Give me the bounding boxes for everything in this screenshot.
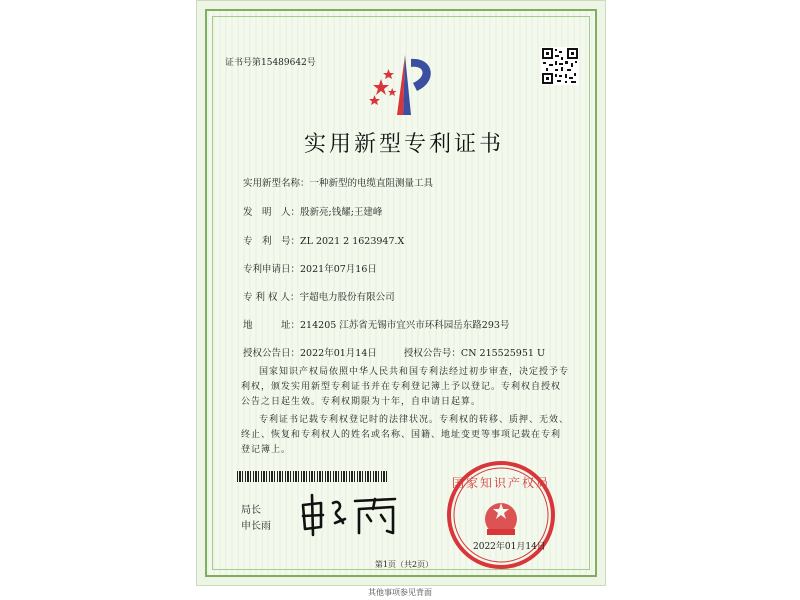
director-name: 申长雨 [241, 521, 271, 532]
qr-code [541, 47, 579, 85]
field-inventors [243, 204, 382, 218]
field-label: 专 利 号： [243, 236, 301, 247]
director-title: 局长 [241, 505, 261, 516]
seal-date: 2022年01月14日 [473, 542, 546, 552]
field-application-date [243, 261, 377, 275]
field-value: 宇超电力股份有限公司 [299, 292, 395, 303]
back-side-note: 其他事项参见背面 [368, 588, 432, 597]
field-grant-announcement [243, 345, 545, 359]
field-value: ZL 2021 2 1623947.X [300, 236, 405, 247]
certificate-frame [205, 9, 597, 577]
field-label: 实用新型名称： [243, 178, 310, 189]
certificate-title: 实用新型专利证书 [303, 132, 504, 157]
field-value: 一种新型的电缆直阻测量工具 [309, 178, 434, 189]
field-patent-number [243, 233, 404, 247]
cnipa-logo [367, 47, 447, 119]
field-label: 专 利 权 人： [243, 292, 300, 303]
director-signature [297, 489, 407, 539]
official-seal [445, 459, 557, 571]
field-label: 发 明 人： [243, 207, 301, 218]
legal-status-paragraph: 专利证书记载专利权登记时的法律状况。专利权的转移、质押、无效、终止、恢复和专利权人的姓名或名称、国籍、地址变更等事项记载在专利登记簿上。 [241, 415, 570, 455]
patent-certificate [196, 0, 606, 586]
field-patentee [243, 289, 395, 303]
field-value: 殷新亮;钱耀;王建峰 [300, 207, 383, 218]
seal-text: 国家知识产权局 [451, 476, 551, 490]
grant-number: CN 215525951 U [460, 348, 545, 359]
grant-number-label: 授权公告号： [403, 348, 461, 359]
grant-paragraph: 国家知识产权局依照中华人民共和国专利法经过初步审查，决定授予专利权，颁发实用新型专利证书并在专利登记簿上予以登记。专利权自授权公告之日起生效。专利权期限为十年，自申请日起算。 [241, 367, 570, 407]
field-address [243, 317, 509, 331]
field-value: 214205 江苏省无锡市宜兴市环科园岳东路293号 [300, 320, 510, 331]
page-info: 第1页（共2页） [374, 560, 434, 569]
field-label: 专利申请日： [243, 264, 301, 275]
certificate-number: 证书号第15489642号 [225, 58, 316, 68]
barcode [237, 471, 387, 482]
grant-date-label: 授权公告日： [243, 348, 301, 359]
grant-date: 2022年01月14日 [300, 348, 377, 359]
field-value: 2021年07月16日 [300, 264, 377, 275]
field-label: 地 址： [243, 320, 301, 331]
field-utility-model-name [243, 175, 433, 189]
